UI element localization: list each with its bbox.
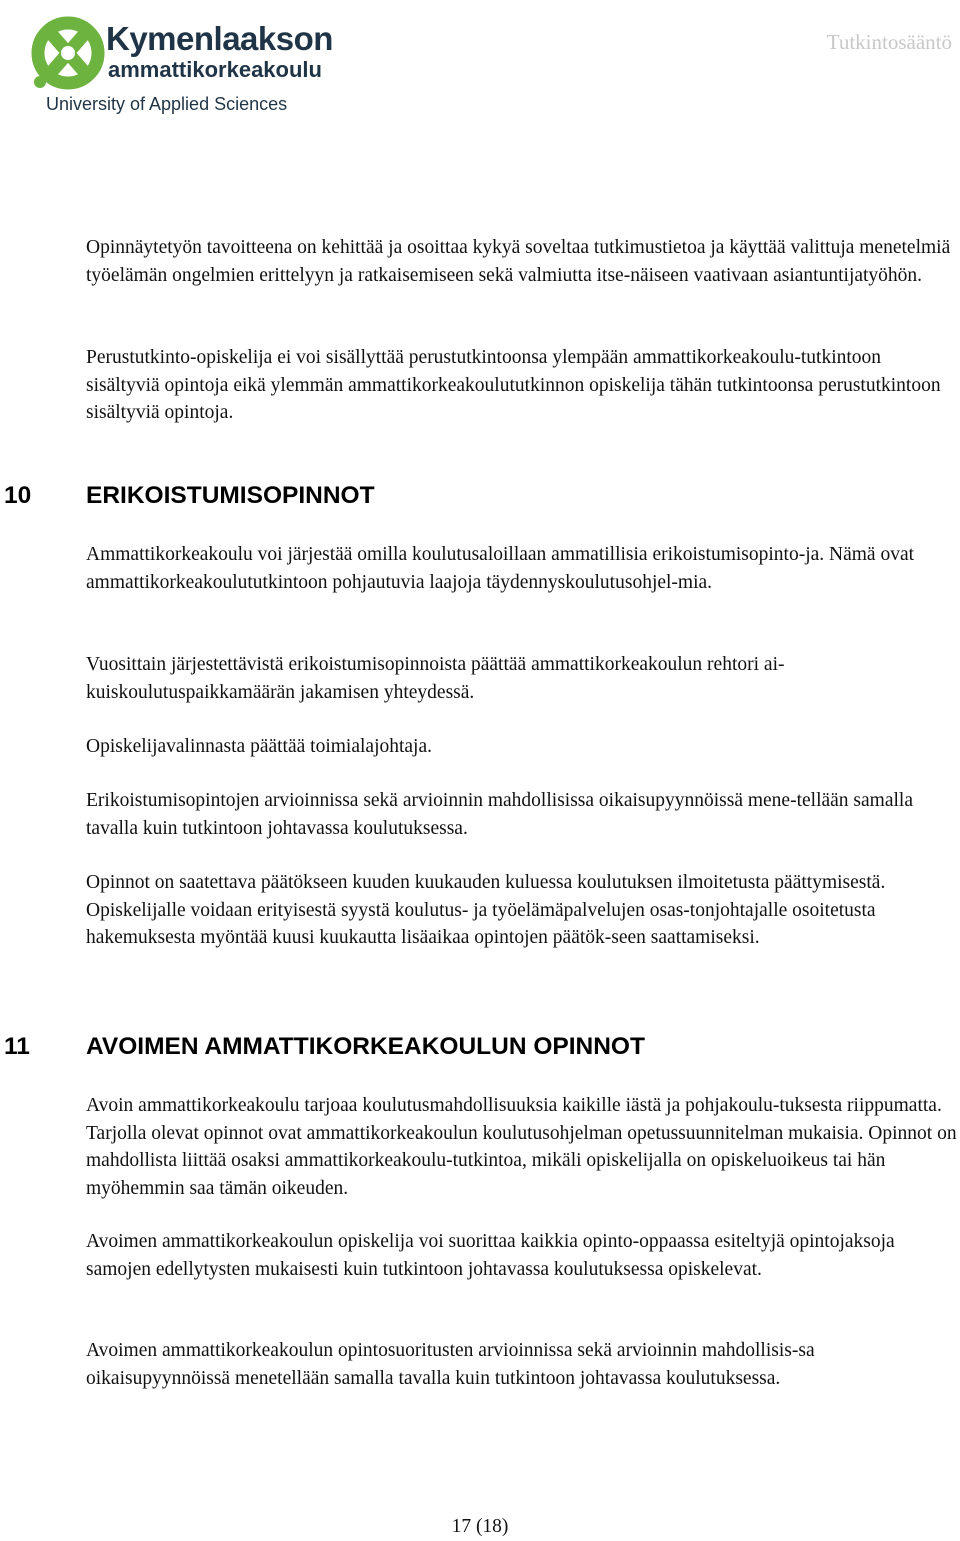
logo-mark-icon [28, 12, 108, 94]
section-10-paragraph-4: Erikoistumisopintojen arvioinnissa sekä arvioinnin mahdollisissa oikaisupyynnöissä mene-tellään samalla tavalla kuin tutkintoon johtavassa koulutuksessa. [86, 790, 913, 839]
logo-university: University of Applied Sciences [46, 94, 288, 114]
section-10-paragraph-1: Ammattikorkeakoulu voi järjestää omilla koulutusaloillaan ammatillisia erikoistumisopinto-ja. Nämä ovat ammattikorkeakoulututkintoon pohjautuvia laajoja täydennyskoulutusohjel-mia. [86, 544, 915, 593]
section-10-paragraph-2: Vuosittain järjestettävistä erikoistumisopinnoista päättää ammattikorkeakoulun rehtori ai-kuiskoulutuspaikkamäärän jakamisen yhteydessä. [86, 654, 785, 703]
section-11-paragraph-2: Avoimen ammattikorkeakoulun opiskelija voi suorittaa kaikkia opinto-oppaassa esiteltyjä opintojaksoja samojen edellytysten mukaisesti kuin tutkintoon johtavassa koulutuksessa opiskelevat. [86, 1231, 895, 1280]
intro-paragraph-1: Opinnäytetyön tavoitteena on kehittää ja osoittaa kykyä soveltaa tutkimustietoa ja käyttää valittuja menetelmiä työelämän ongelmien erittelyyn ja ratkaisemiseen sekä valmiutta itse-näiseen vaativaan asiantuntijatyöhön. [86, 237, 951, 286]
section-title: ERIKOISTUMISOPINNOT [86, 482, 375, 509]
section-number: 10 [4, 482, 32, 509]
section-11-paragraph-3: Avoimen ammattikorkeakoulun opintosuoritusten arvioinnissa sekä arvioinnin mahdollisis-sa oikaisupyynnöissä menetellään samalla tavalla kuin tutkintoon johtavassa koulutuksessa. [86, 1340, 815, 1389]
section-10-paragraph-3: Opiskelijavalinnasta päättää toimialajohtaja. [86, 736, 433, 757]
logo-name: Kymenlaakson [106, 20, 333, 57]
section-title: AVOIMEN AMMATTIKORKEAKOULUN OPINNOT [86, 1033, 645, 1060]
section-number: 11 [4, 1033, 30, 1060]
logo-subname: ammattikorkeakoulu [108, 57, 322, 82]
section-11-paragraph-1: Avoin ammattikorkeakoulu tarjoaa koulutusmahdollisuuksia kaikille iästä ja pohjakoulu-tuksesta riippumatta. Tarjolla olevat opinnot ovat ammattikorkeakoulun koulutusohjelman opetussuunnitelman mukaisia. Opinnot on mahdollista liittää osaksi ammattikorkeakoulu-tutkintoa, mikäli opiskelijalla on opiskeluoikeus tai hän myöhemmin saa tämän oikeuden. [86, 1095, 957, 1199]
logo [22, 8, 333, 118]
section-10-paragraph-5: Opinnot on saatettava päätökseen kuuden kuukauden kuluessa koulutuksen ilmoitetusta päättymisestä. Opiskelijalle voidaan erityisestä syystä koulutus- ja työelämäpalvelujen osas-tonjohtajalle osoitetusta hakemuksesta myöntää kuusi kuukautta lisäaikaa opintojen päätök-seen saattamiseksi. [86, 872, 886, 948]
page-number: 17 (18) [451, 1516, 509, 1537]
document-title: Tutkintosääntö [826, 30, 952, 54]
section-heading-10 [4, 482, 375, 510]
section-heading-11 [4, 1033, 645, 1061]
intro-paragraph-2: Perustutkinto-opiskelija ei voi sisällyttää perustutkintoonsa ylempään ammattikorkeakoulu-tutkintoon sisältyviä opintoja eikä ylemmän ammattikorkeakoulututkinnon opiskelija tähän tutkintoonsa perustutkintoon sisältyviä opintoja. [86, 347, 941, 423]
